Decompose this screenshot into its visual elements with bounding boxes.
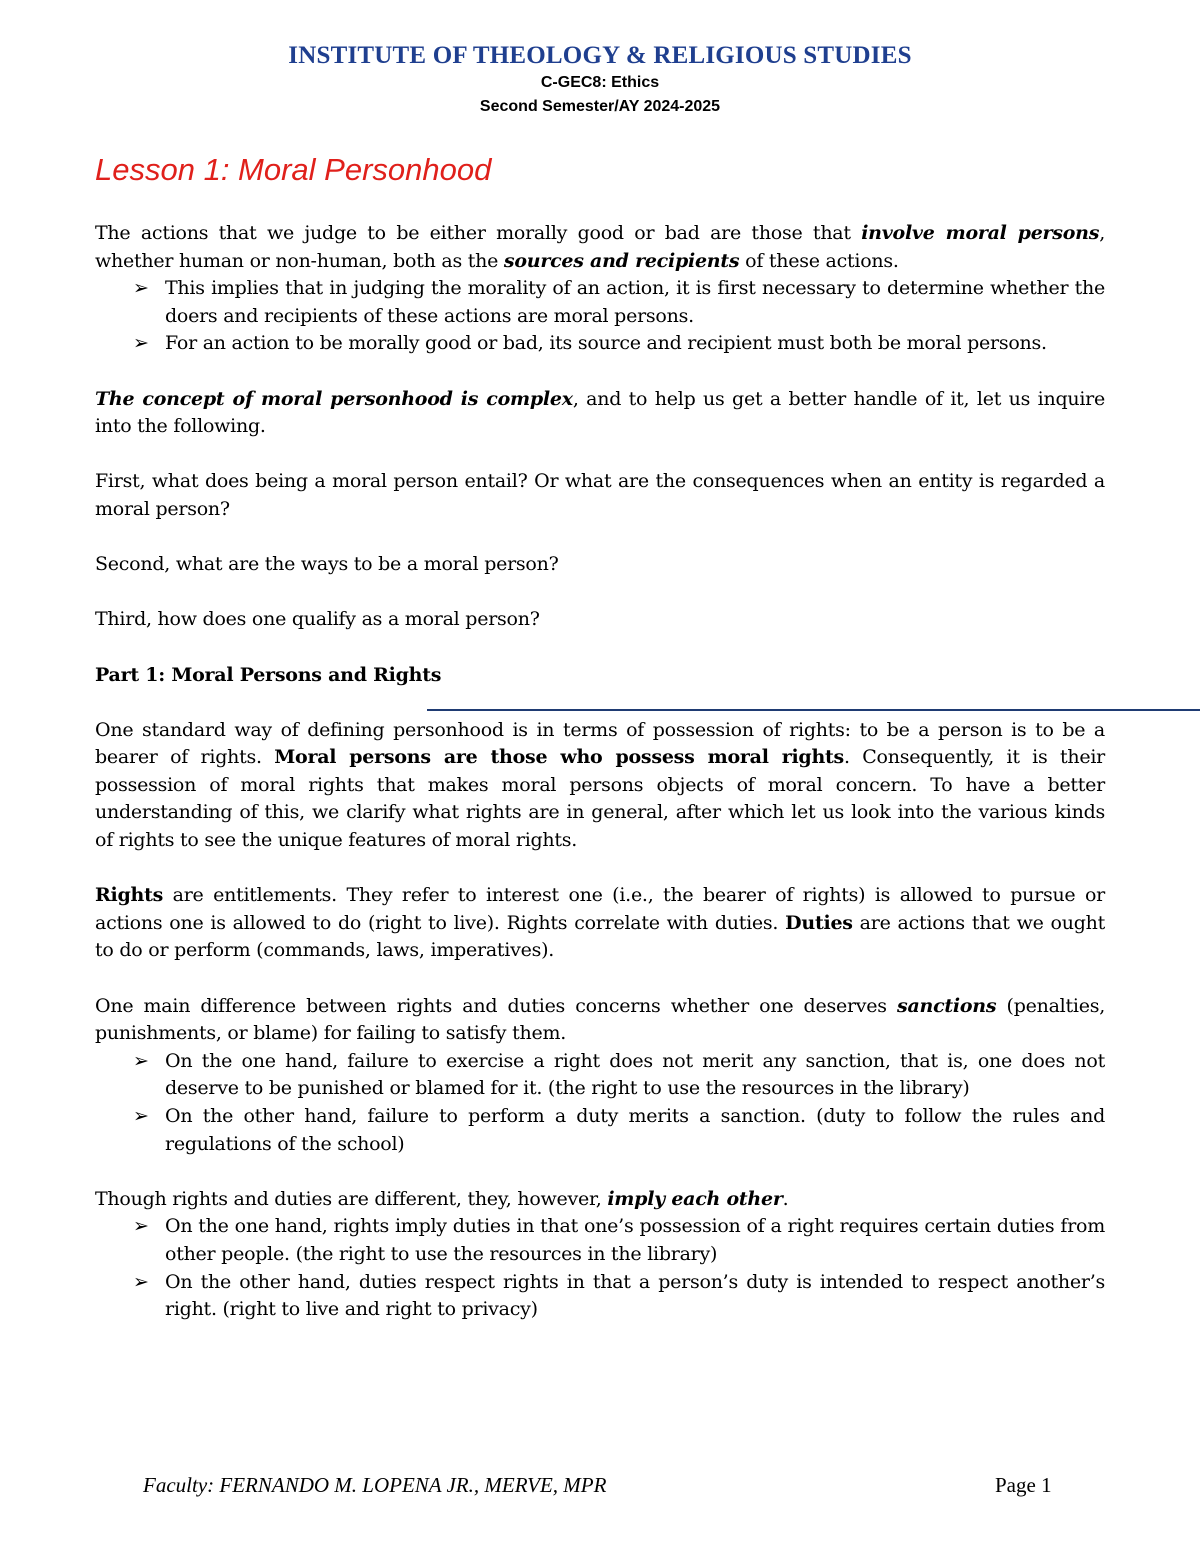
list-item <box>95 1048 1105 1103</box>
emphasis: Rights <box>95 884 164 907</box>
emphasis: sanctions <box>897 994 997 1017</box>
document-body <box>95 220 1105 1324</box>
text-run: , and to help us get a better handle of it, let us inquire into the following. <box>95 387 1105 438</box>
arrow-bullet-icon: ➢ <box>133 277 149 300</box>
list-item-text: For an action to be morally good or bad, its source and recipient must both be moral persons. <box>165 332 1047 355</box>
imply-paragraph <box>95 1186 1105 1214</box>
list-item <box>95 1213 1105 1268</box>
text-run: Though rights and duties are different, they, however, <box>95 1187 608 1210</box>
institute-heading: INSTITUTE OF THEOLOGY & RELIGIOUS STUDIES <box>288 42 912 69</box>
arrow-bullet-icon: ➢ <box>133 332 149 355</box>
emphasis: Moral persons are those who possess moral rights <box>274 746 844 769</box>
list-item <box>95 275 1105 330</box>
emphasis: sources and recipients <box>503 249 740 272</box>
arrow-bullet-icon: ➢ <box>133 1270 149 1293</box>
rights-paragraph <box>95 882 1105 965</box>
course-code: C-GEC8: Ethics <box>540 74 660 91</box>
section-title: Part 1: Moral Persons and Rights <box>95 663 442 686</box>
page-number: Page 1 <box>995 1473 1052 1497</box>
list-item-text: This implies that in judging the morality of an action, it is first necessary to determine whether the doers and recipients of these actions are moral persons. <box>165 277 1105 327</box>
list-item-text: On the one hand, failure to exercise a right does not merit any sanction, that is, one does not deserve to be punished or blamed for it. (the right to use the resources in the library) <box>165 1049 1105 1100</box>
text-run: One main difference between rights and duties concerns whether one deserves <box>95 994 897 1017</box>
semester-label: Second Semester/AY 2024-2025 <box>479 98 721 115</box>
text-run: of these actions. <box>739 249 899 272</box>
list-item <box>95 330 1105 358</box>
concept-paragraph <box>95 386 1105 441</box>
text-run: . <box>782 1187 789 1210</box>
arrow-bullet-icon: ➢ <box>133 1105 149 1127</box>
text-run: are actions that we ought to do or perform (commands, laws, imperatives). <box>95 911 1105 962</box>
emphasis: involve moral persons <box>861 222 1100 244</box>
intro-bullet-list <box>95 275 1105 358</box>
text-run: . Consequently, it is their possession of moral rights that makes moral persons objects of moral concern. To have a better understanding of this, we clarify what rights are in general, after which let us look into the various kinds of rights to see the unique features of moral rights. <box>95 746 1105 852</box>
section-divider <box>427 709 1200 711</box>
list-item-text: On the one hand, rights imply duties in that one’s possession of a right requires certain duties from other people. (the right to use the resources in the library) <box>165 1215 1105 1265</box>
emphasis: Duties <box>785 911 853 934</box>
text-run: (penalties, punishments, or blame) for failing to satisfy them. <box>95 994 1105 1045</box>
question-3: Third, how does one qualify as a moral person? <box>95 608 540 631</box>
sanctions-bullet-list <box>95 1048 1105 1158</box>
question-2: Second, what are the ways to be a moral person? <box>95 553 559 576</box>
text-run: One standard way of defining personhood is in terms of possession of rights: to be a person is to be a bearer of rights. <box>95 718 1105 769</box>
lesson-title: Lesson 1: Moral Personhood <box>95 152 492 187</box>
list-item <box>95 1269 1105 1324</box>
footer-faculty: Faculty: FERNANDO M. LOPENA JR., MERVE, MPR <box>143 1473 607 1497</box>
question-1: First, what does being a moral person entail? Or what are the consequences when an entity is regarded a moral person? <box>95 470 1105 520</box>
text-run: are entitlements. They refer to interest one (i.e., the bearer of rights) is allowed to pursue or actions one is allowed to do (right to live). Rights correlate with duties. <box>95 884 1105 934</box>
arrow-bullet-icon: ➢ <box>133 1049 149 1072</box>
list-item-text: On the other hand, failure to perform a duty merits a sanction. (duty to follow the rules and regulations of the school) <box>165 1105 1105 1155</box>
imply-bullet-list <box>95 1213 1105 1323</box>
arrow-bullet-icon: ➢ <box>133 1215 149 1238</box>
list-item <box>95 1103 1105 1158</box>
emphasis: imply each other <box>607 1187 783 1210</box>
text-run: , whether human or non-human, both as the <box>95 222 1105 272</box>
list-item-text: On the other hand, duties respect rights in that a person’s duty is intended to respect another’s right. (right to live and right to privacy) <box>165 1270 1105 1321</box>
personhood-paragraph <box>95 717 1105 855</box>
intro-paragraph <box>95 220 1105 275</box>
text-run: The actions that we judge to be either morally good or bad are those that <box>95 222 862 244</box>
emphasis: The concept of moral personhood is complex <box>95 387 573 410</box>
sanctions-paragraph <box>95 993 1105 1048</box>
